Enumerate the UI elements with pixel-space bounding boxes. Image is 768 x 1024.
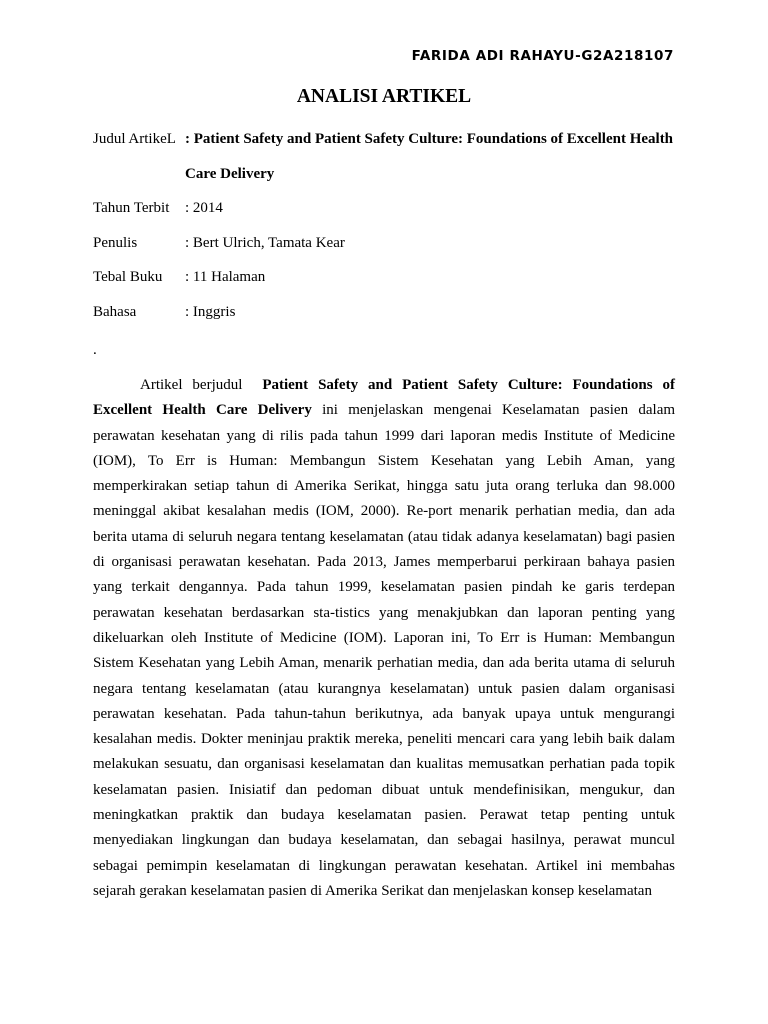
author-header: FARIDA ADI RAHAYU-G2A218107 (411, 48, 674, 64)
meta-label-bahasa: Bahasa (93, 304, 137, 321)
article-lead: Artikel berjudul (140, 377, 243, 393)
meta-value-bahasa: : Inggris (185, 304, 236, 321)
article-title-bold: Patient Safety and Patient Safety Culture: Foundations of Excellent Health Care Delivery (93, 377, 675, 419)
meta-value-tahun: : 2014 (185, 200, 223, 216)
separator-dot: . (93, 342, 97, 358)
meta-row-bahasa (93, 303, 683, 338)
meta-row-tebal (93, 268, 683, 303)
meta-value-judul: : Patient Safety and Patient Safety Culture: Foundations of Excellent Health Care Delivery (185, 131, 674, 182)
meta-label-tebal: Tebal Buku (93, 269, 163, 286)
meta-label-tahun: Tahun Terbit (93, 200, 170, 216)
article-paragraph (93, 373, 675, 904)
article-body-text: ini menjelaskan mengenai Keselamatan pasien dalam perawatan kesehatan yang di rilis pada tahun 1999 dari laporan medis Institute of Medicine (IOM), To Err is Human: Membangun Sistem Kesehatan yang Lebih Aman, yang memperkirakan setiap tahun di Amerika Serikat, hingga satu juta orang terluka dan 98.000 meninggal akibat kesalahan medis (IOM, 2000). Re-port menarik perhatian media, dan ada berita utama di seluruh negara tentang keselamatan (atau tidak adanya keselamatan) bagi pasien di organisasi perawatan kesehatan. Pada 2013, James memperbarui perkiraan bahaya pasien yang terkait dengannya. Pada tahun 1999, keselamatan pasien pindah ke garis terdepan perawatan kesehatan berdasarkan sta-tistics yang menakjubkan dan laporan penting yang dikeluarkan oleh Institute of Medicine (IOM). Laporan ini, To Err is Human: Membangun Sistem Kesehatan yang Lebih Aman, menarik perhatian media, dan ada berita utama di seluruh negara tentang keselamatan (atau kurangnya keselamatan) untuk pasien dalam organisasi perawatan kesehatan. Pada tahun-tahun berikutnya, ada banyak upaya untuk mengurangi kesalahan medis. Dokter meninjau praktik mereka, peneliti mencari cara yang lebih baik dalam melakukan sesuatu, dan organisasi keselamatan dan kualitas memusatkan perhatian pada topik keselamatan pasien. Inisiatif dan pedoman dibuat untuk mendefinisikan, mengukur, dan meningkatkan praktik dan budaya keselamatan pasien. Perawat tetap penting untuk menyediakan lingkungan dan budaya keselamatan, dan sebagai hasilnya, perawat muncul sebagai pemimpin keselamatan di lingkungan perawatan kesehatan. Artikel ini membahas sejarah gerakan keselamatan pasien di Amerika Serikat dan menjelaskan konsep keselamatan (93, 402, 676, 899)
meta-row-judul (93, 130, 683, 199)
article-body (93, 373, 675, 904)
meta-value-tebal: : 11 Halaman (185, 269, 266, 286)
article-metadata (93, 130, 683, 338)
meta-label-judul: Judul ArtikeL (93, 131, 176, 147)
meta-row-penulis (93, 234, 683, 269)
meta-row-tahun (93, 199, 683, 234)
meta-label-penulis: Penulis (93, 234, 138, 251)
page-title: ANALISI ARTIKEL (296, 86, 472, 107)
meta-value-penulis: : Bert Ulrich, Tamata Kear (185, 234, 345, 251)
